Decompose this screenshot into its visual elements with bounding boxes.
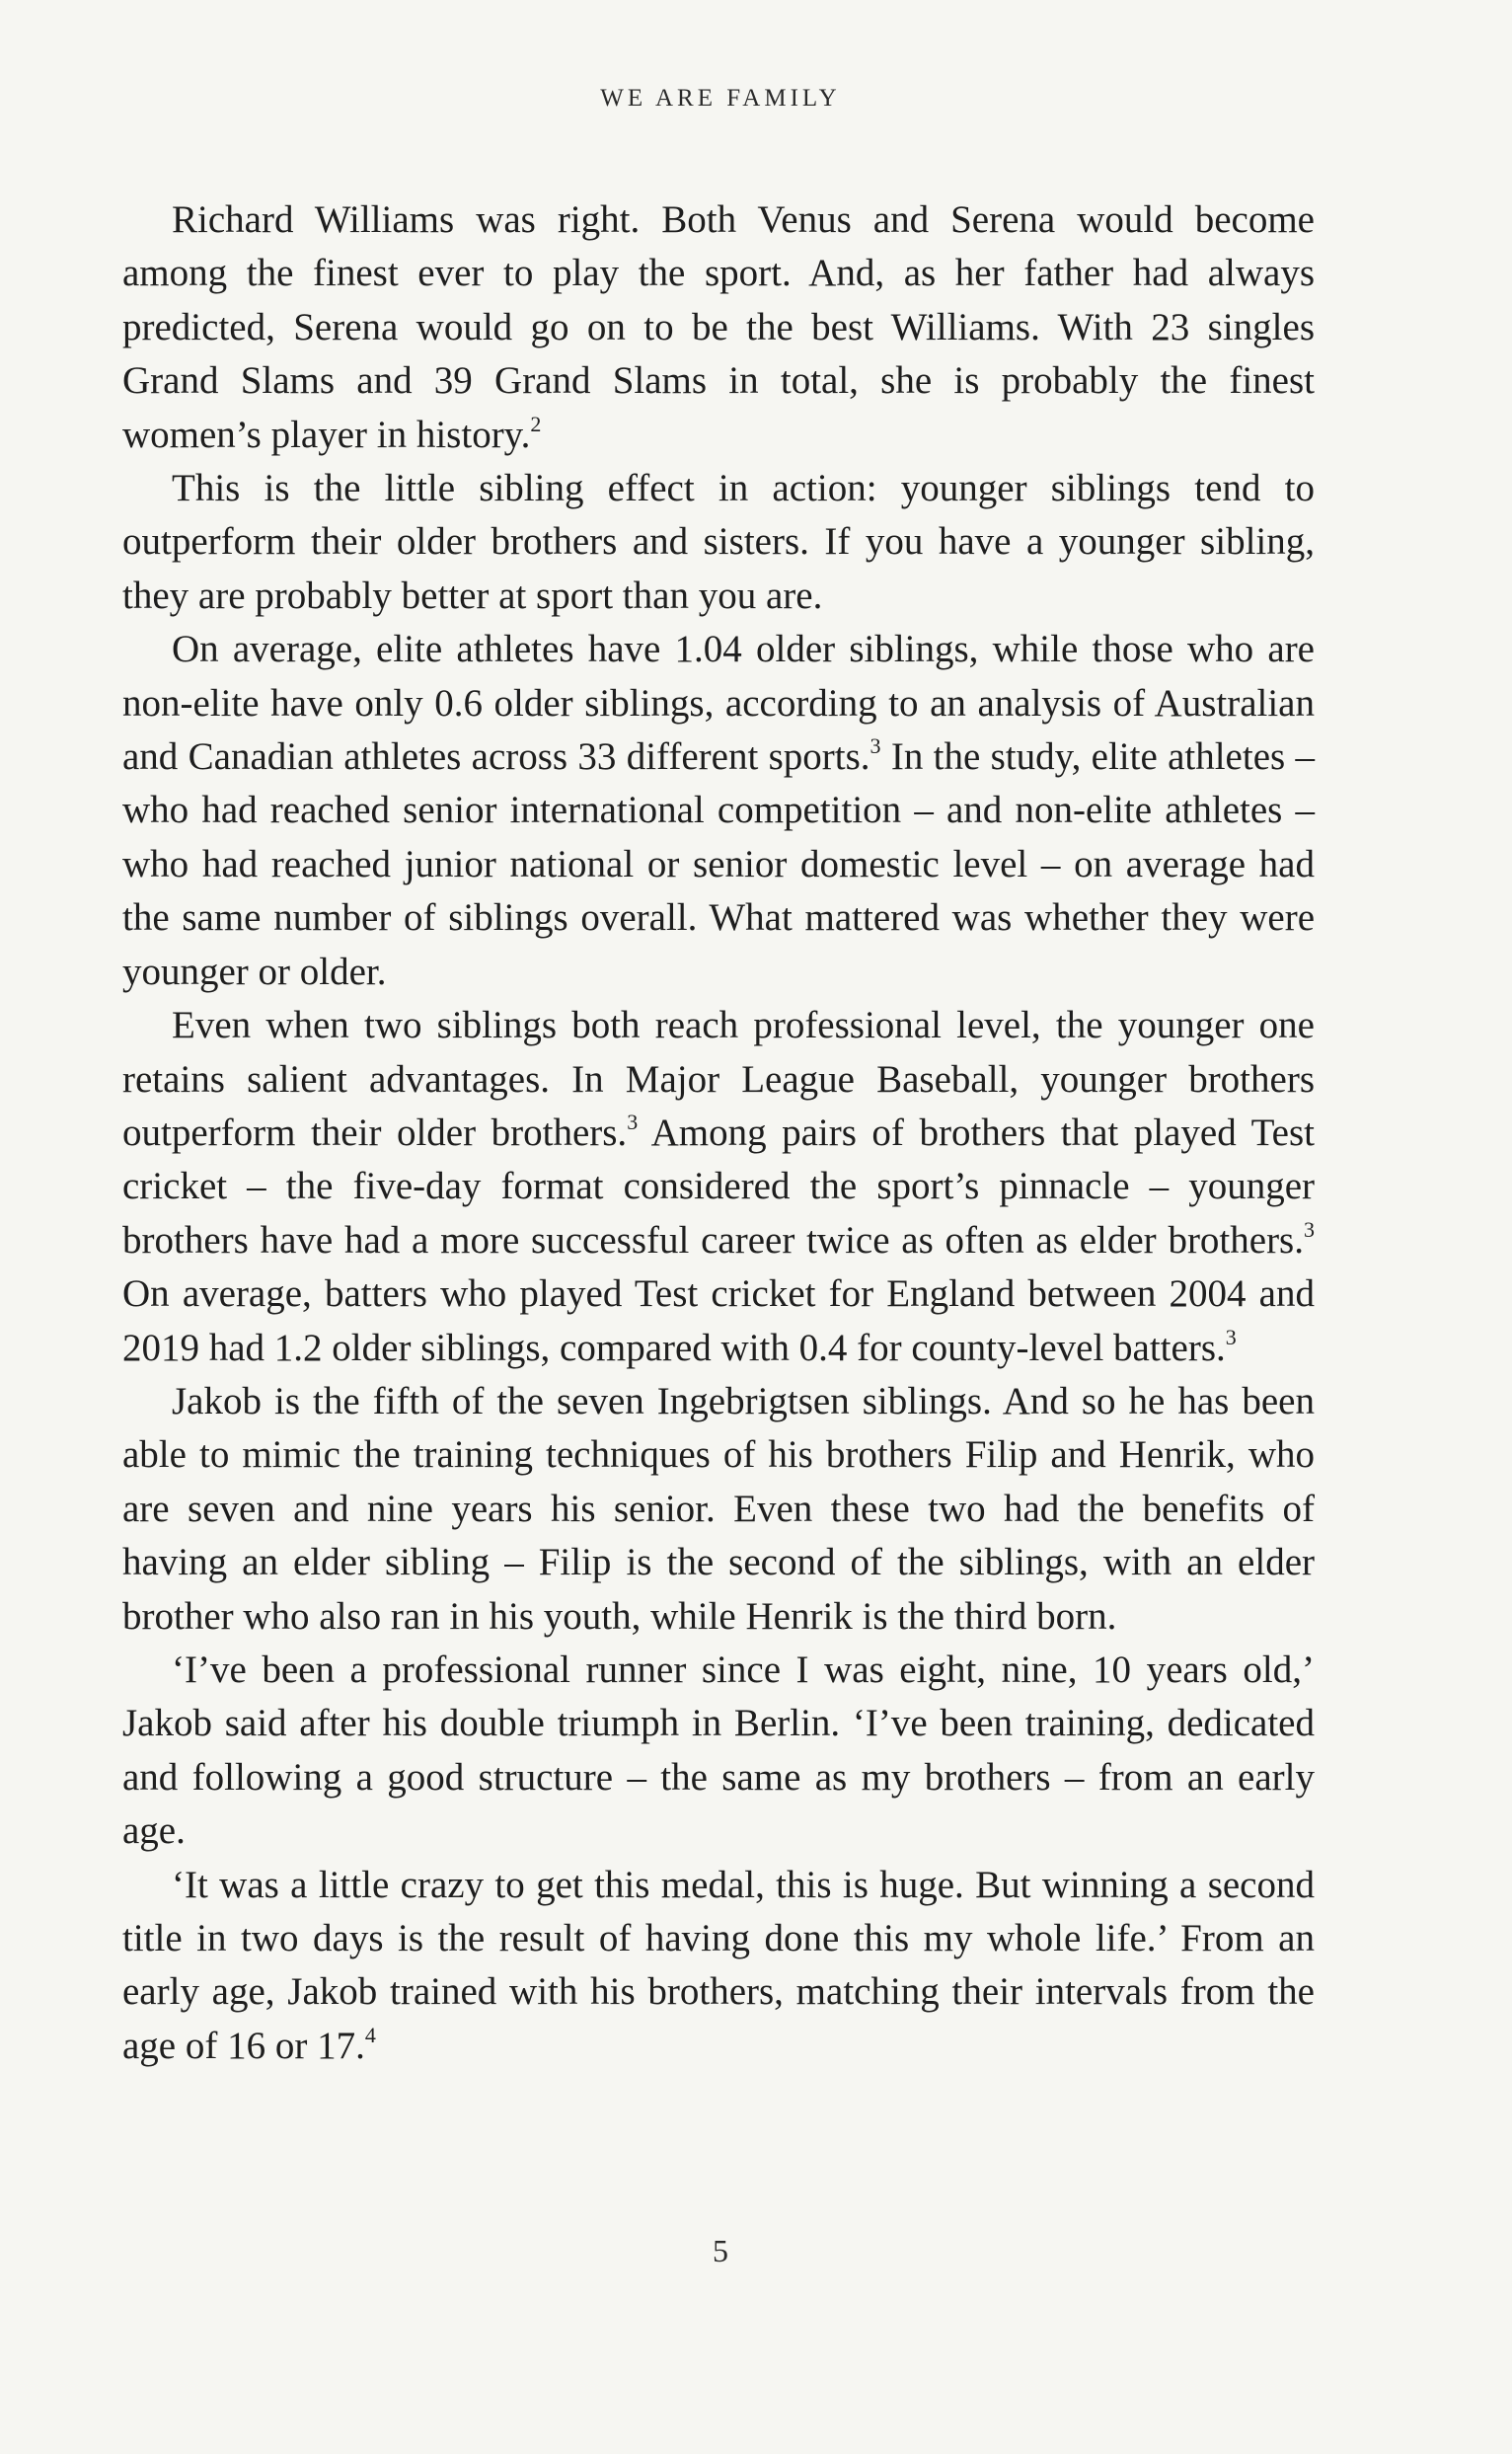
paragraph-text: Even when two siblings both reach professional level, the younger one retains salient advantages. In Major League Baseball, younger brothers outperform their older brothers. (122, 1004, 1315, 1154)
footnote-ref[interactable]: 4 (364, 2022, 376, 2047)
paragraph-6 (122, 1644, 1315, 1859)
paragraph-3 (122, 623, 1315, 999)
paragraph-text: On average, elite athletes have 1.04 older siblings, while those who are non-elite have only 0.6 older siblings, according to an analysis of Australian and Canadian athletes across 33 different sports. (122, 628, 1315, 779)
body-text (122, 193, 1315, 2073)
paragraph-text: In the study, elite athletes – who had reached senior international competition – and non-elite athletes – who had reached junior national or senior domestic level – on average had the same number of siblings overall. What mattered was whether they were younger or older. (122, 735, 1315, 993)
paragraph-text: Richard Williams was right. Both Venus and Serena would become among the finest ever to play the sport. And, as her father had always predicted, Serena would go on to be the best Williams. With 23 singles Grand Slams and 39 Grand Slams in total, she is probably the finest women’s player in history. (122, 198, 1315, 456)
paragraph-4 (122, 999, 1315, 1375)
footnote-ref[interactable]: 3 (1304, 1216, 1315, 1242)
page-number: 5 (713, 2233, 728, 2268)
paragraph-text: ‘I’ve been a professional runner since I was eight, nine, 10 years old,’ Jakob said after his double triumph in Berlin. ‘I’ve been training, dedicated and following a good structure – the same as my brothers – from an early age. (122, 1648, 1315, 1853)
paragraph-1 (122, 193, 1315, 462)
running-head: WE ARE FAMILY (600, 85, 841, 112)
paragraph-text: This is the little sibling effect in action: younger siblings tend to outperform their older brothers and sisters. If you have a younger sibling, they are probably better at sport than you are. (122, 467, 1315, 617)
paragraph-5 (122, 1375, 1315, 1644)
paragraph-text: ‘It was a little crazy to get this medal, this is huge. But winning a second title in two days is the result of having done this my whole life.’ From an early age, Jakob trained with his brothers, matching their intervals from the age of 16 or 17. (122, 1863, 1315, 2067)
footnote-ref[interactable]: 3 (1225, 1324, 1237, 1349)
footnote-ref[interactable]: 3 (869, 733, 881, 759)
paragraph-2 (122, 462, 1315, 623)
paragraph-text: On average, batters who played Test cricket for England between 2004 and 2019 had 1.2 older siblings, compared with 0.4 for county-level batters. (122, 1272, 1315, 1369)
paragraph-7 (122, 1859, 1315, 2074)
footnote-ref[interactable]: 2 (530, 411, 542, 436)
paragraph-text: Among pairs of brothers that played Test cricket – the five-day format considered the sport’s pinnacle – younger brothers have had a more successful career twice as often as elder brothers. (122, 1111, 1315, 1262)
footnote-ref[interactable]: 3 (627, 1109, 639, 1134)
paragraph-text: Jakob is the fifth of the seven Ingebrigtsen siblings. And so he has been able to mimic the training techniques of his brothers Filip and Henrik, who are seven and nine years his senior. Even these two had the benefits of having an elder sibling – Filip is the second of the siblings, with an elder brother who also ran in his youth, while Henrik is the third born. (122, 1379, 1315, 1638)
